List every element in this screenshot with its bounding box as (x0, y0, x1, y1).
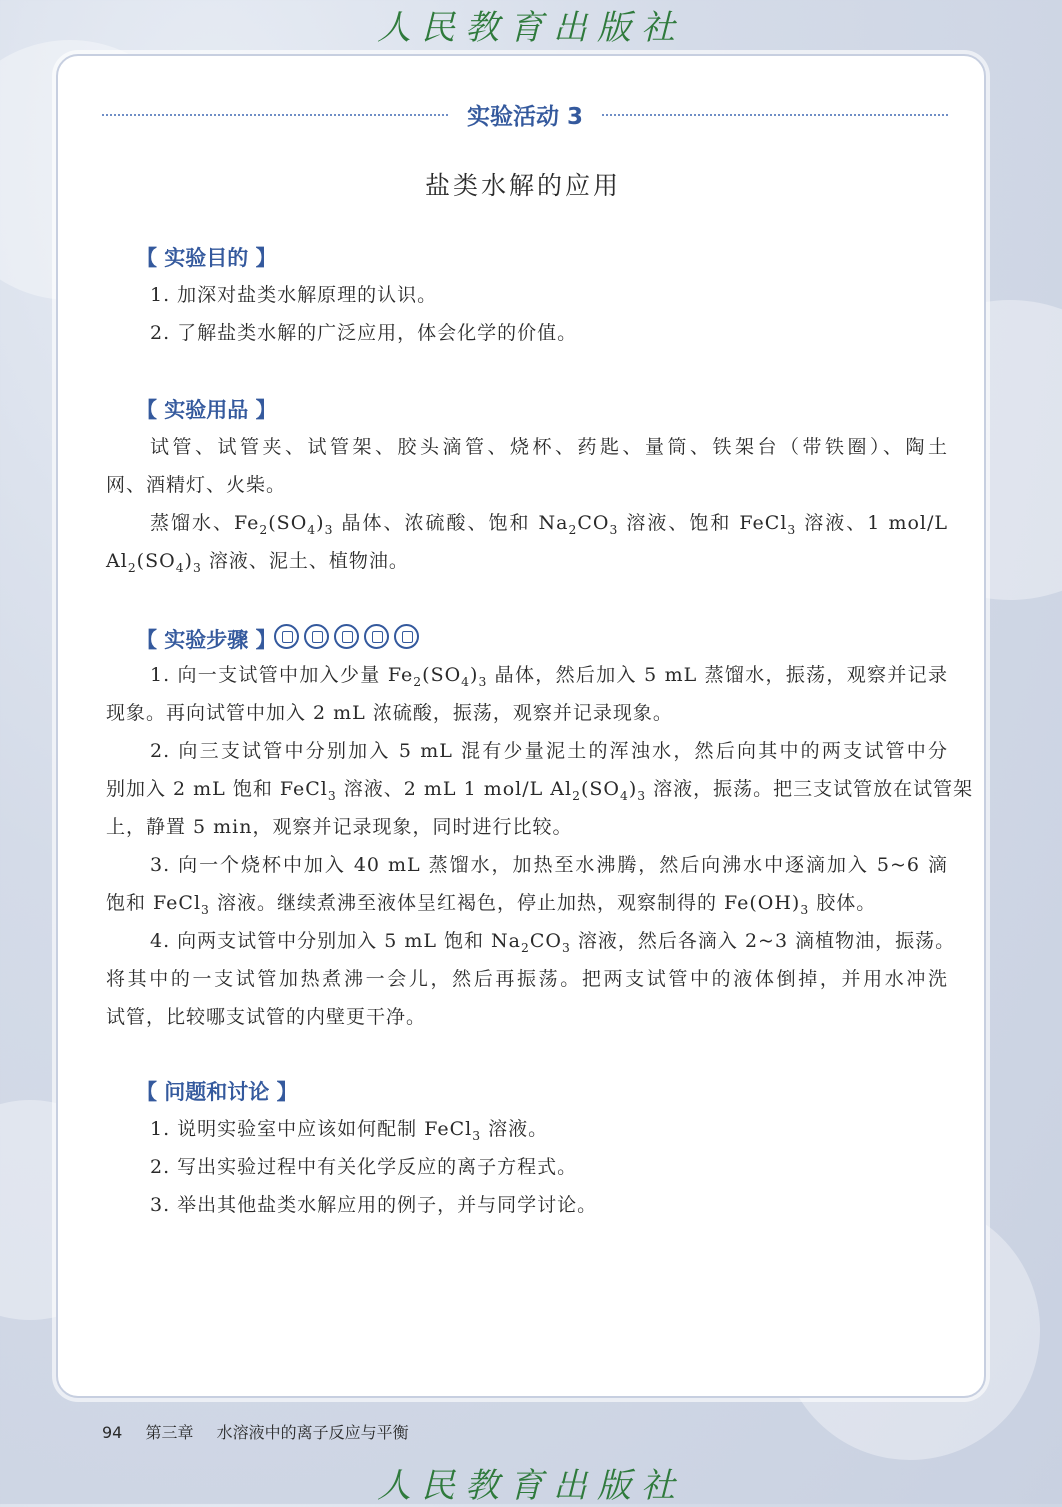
materials-line-1: 试管、试管夹、试管架、胶头滴管、烧杯、药匙、量筒、铁架台（带铁圈）、陶土 (150, 436, 948, 458)
discussion-item-2: 2. 写出实验过程中有关化学反应的离子方程式。 (150, 1156, 578, 1178)
chapter-label: 第三章 (145, 1423, 194, 1442)
section-heading-purpose: 【 实验目的 】 (136, 246, 277, 270)
flame-icon (304, 624, 329, 649)
step-line-2: 现象。再向试管中加入 2 mL 浓硫酸，振荡，观察并记录现象。 (106, 702, 673, 724)
publisher-logo-bottom: 人民教育出版社 (377, 1466, 685, 1506)
step-line-10: 试管，比较哪支试管的内壁更干净。 (106, 1006, 427, 1028)
section-heading-materials: 【 实验用品 】 (136, 398, 277, 422)
dotted-divider-right (602, 114, 948, 116)
page-number: 94 (102, 1423, 123, 1442)
activity-label: 实验活动 3 (466, 104, 583, 130)
safety-icons (274, 624, 424, 652)
goggles-icon (274, 624, 299, 649)
step-line-3: 2. 向三支试管中分别加入 5 mL 混有少量泥土的浑浊水，然后向其中的两支试管中分 (150, 740, 948, 762)
materials-line-2: 网、酒精灯、火柴。 (106, 474, 287, 496)
step-line-9: 将其中的一支试管加热煮沸一会儿，然后再振荡。把两支试管中的液体倒掉，并用水冲洗 (106, 968, 948, 990)
section-heading-discussion: 【 问题和讨论 】 (136, 1080, 298, 1104)
discussion-item-3: 3. 举出其他盐类水解应用的例子，并与同学讨论。 (150, 1194, 598, 1216)
publisher-logo-top: 人民教育出版社 (377, 8, 685, 48)
step-line-6: 3. 向一个烧杯中加入 40 mL 蒸馏水，加热至水沸腾，然后向沸水中逐滴加入 5~6 滴 (150, 854, 948, 876)
materials-line-3: 蒸馏水、$Fe_2(SO_4)_3$ 晶体、浓硫酸、饱和 $Na_2CO_3$ 溶液、饱和 FeCl$_3$ 溶液、1 mol/L (150, 512, 948, 537)
page-footer (102, 1420, 427, 1443)
handwash-icon (394, 624, 419, 649)
step-line-1: 1. 向一支试管中加入少量 $Fe_2(SO_4)_3$ 晶体，然后加入 5 mL 蒸馏水，振荡，观察并记录 (150, 664, 948, 689)
page-card (56, 54, 986, 1398)
discussion-item-1: 1. 说明实验室中应该如何配制 FeCl$_3$ 溶液。 (150, 1118, 549, 1143)
step-line-7: 饱和 FeCl$_3$ 溶液。继续煮沸至液体呈红褐色，停止加热，观察制得的 $Fe(OH)_3$ 胶体。 (106, 892, 877, 917)
section-heading-steps: 【 实验步骤 】 (136, 628, 277, 652)
purpose-item-2: 2. 了解盐类水解的广泛应用，体会化学的价值。 (150, 322, 578, 344)
materials-line-4: $Al_2(SO_4)_3$ 溶液、泥土、植物油。 (106, 550, 409, 575)
page-title: 盐类水解的应用 (424, 171, 621, 200)
purpose-item-1: 1. 加深对盐类水解原理的认识。 (150, 284, 438, 306)
heat-icon (334, 624, 359, 649)
step-line-4: 别加入 2 mL 饱和 FeCl$_3$ 溶液、2 mL 1 mol/L $Al_2(SO_4)_3$ 溶液，振荡。把三支试管放在试管架 (106, 778, 974, 803)
activity-header (102, 98, 948, 132)
step-line-8: 4. 向两支试管中分别加入 5 mL 饱和 $Na_2CO_3$ 溶液，然后各滴入 2~3 滴植物油，振荡。 (150, 930, 956, 955)
step-line-5: 上，静置 5 min，观察并记录现象，同时进行比较。 (106, 816, 573, 838)
biohazard-icon (364, 624, 389, 649)
chapter-title: 水溶液中的离子反应与平衡 (216, 1423, 409, 1442)
